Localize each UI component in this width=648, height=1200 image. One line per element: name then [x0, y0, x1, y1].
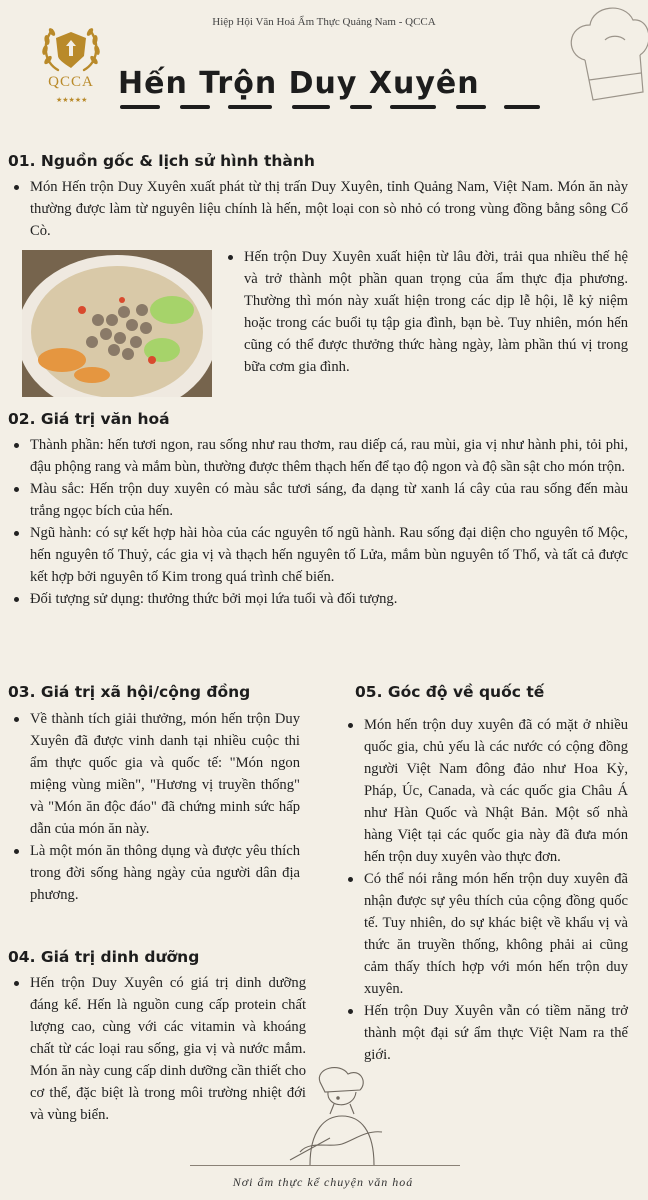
qcca-logo-icon [36, 18, 106, 104]
section-heading-social: 03. Giá trị xã hội/cộng đồng [8, 683, 251, 701]
list-item: Thành phần: hến tươi ngon, rau sống như rau thơm, rau diếp cá, rau mùi, gia vị như hành phi, tỏi phi, đậu phộng rang và mắm bùn, thường được thêm thạch hến để tạo độ ngon và độ sần sật cho món trộn. [8, 434, 628, 478]
social-list [8, 708, 300, 906]
food-photo [22, 250, 212, 397]
footer-divider [190, 1165, 460, 1166]
section-heading-international: 05. Góc độ về quốc tế [355, 683, 545, 701]
origin-list [8, 176, 628, 242]
nutrition-list [8, 972, 306, 1126]
svg-text:★★★★★: ★★★★★ [56, 96, 88, 104]
list-item: Về thành tích giải thưởng, món hến trộn Duy Xuyên đã được vinh danh tại nhiều cuộc thi ẩm thực quốc gia và quốc tế: "Món ngon miệng vùng miền", "Hương vị truyền thống" và "Món ăn độc đáo" đã chứng minh sức hấp dẫn của món ăn này. [8, 708, 300, 840]
organization-name: Hiệp Hội Văn Hoá Ẩm Thực Quảng Nam - QCCA [212, 16, 436, 28]
international-list [342, 714, 628, 1066]
list-item: Món Hến trộn Duy Xuyên xuất phát từ thị trấn Duy Xuyên, tỉnh Quảng Nam, Việt Nam. Món ăn này thường được làm từ nguyên liệu chính là hến, một loại con sò nhỏ có trong vùng đồng bằng sông Cổ Cò. [8, 176, 628, 242]
footer-slogan: Nơi ẩm thực kể chuyện văn hoá [232, 1175, 414, 1189]
chef-hat-icon [565, 0, 648, 110]
title-underline [120, 104, 550, 110]
list-item: Món hến trộn duy xuyên đã có mặt ở nhiều quốc gia, chủ yếu là các nước có cộng đồng người Việt Nam đông đảo như Hoa Kỳ, Pháp, Úc, Canada, và các quốc gia Châu Á như Hàn Quốc và Nhật Bản. Một số nhà hàng Việt tại các quốc gia này đã đưa món hến trộn duy xuyên vào thực đơn. [342, 714, 628, 868]
origin-list-2 [222, 246, 628, 378]
section-heading-culture: 02. Giá trị văn hoá [8, 410, 170, 428]
section-heading-origin: 01. Nguồn gốc & lịch sử hình thành [8, 152, 315, 170]
list-item: Ngũ hành: có sự kết hợp hài hòa của các nguyên tố ngũ hành. Rau sống đại diện cho nguyên tố Mộc, hến nguyên tố Thuỷ, các gia vị và thạch hến nguyên tố Lửa, mắm bùn nguyên tố Thổ, và tất cả được kết hợp bởi nguyên tố Kim trong quá trình chế biến. [8, 522, 628, 588]
logo-text: QCCA [48, 74, 94, 90]
chef-sketch-icon [270, 1060, 410, 1165]
list-item: Hến trộn Duy Xuyên vẫn có tiềm năng trở thành một đại sứ ẩm thực Việt Nam ra thế giới. [342, 1000, 628, 1066]
list-item: Hến trộn Duy Xuyên xuất hiện từ lâu đời, trải qua nhiều thế hệ và trở thành một phần quan trọng của ẩm thực địa phương. Thường thì món này xuất hiện trong các dịp lễ hội, lễ kỷ niệm hoặc trong các buổi tụ tập gia đình, bạn bè. Tuy nhiên, món hến cũng có thể được thưởng thức hàng ngày, làm phần thú vị trong bữa cơm gia đình. [222, 246, 628, 378]
list-item: Đối tượng sử dụng: thưởng thức bởi mọi lứa tuổi và đối tượng. [8, 588, 628, 610]
list-item: Hến trộn Duy Xuyên có giá trị dinh dưỡng đáng kể. Hến là nguồn cung cấp protein chất lượng cao, cùng với các vitamin và khoáng chất từ các loại rau sống, gia vị và nước mắm. Món ăn này cung cấp dinh dưỡng cần thiết cho cơ thể, đặc biệt là trong môi trường nhiệt đới và vùng biển. [8, 972, 306, 1126]
page-title: Hến Trộn Duy Xuyên [118, 66, 480, 101]
list-item: Là một món ăn thông dụng và được yêu thích trong đời sống hàng ngày của người dân địa phương. [8, 840, 300, 906]
section-heading-nutrition: 04. Giá trị dinh dưỡng [8, 948, 200, 966]
list-item: Có thể nói rằng món hến trộn duy xuyên đã nhận được sự yêu thích của cộng đồng quốc tế. Tuy nhiên, do sự khác biệt về khẩu vị và thức ăn truyền thống, không phải ai cũng cảm thấy thích hợp với món hến trộn duy xuyên. [342, 868, 628, 1000]
list-item: Màu sắc: Hến trộn duy xuyên có màu sắc tươi sáng, đa dạng từ xanh lá cây của rau sống đến màu trắng ngọc bích của hến. [8, 478, 628, 522]
culture-list [8, 434, 628, 610]
